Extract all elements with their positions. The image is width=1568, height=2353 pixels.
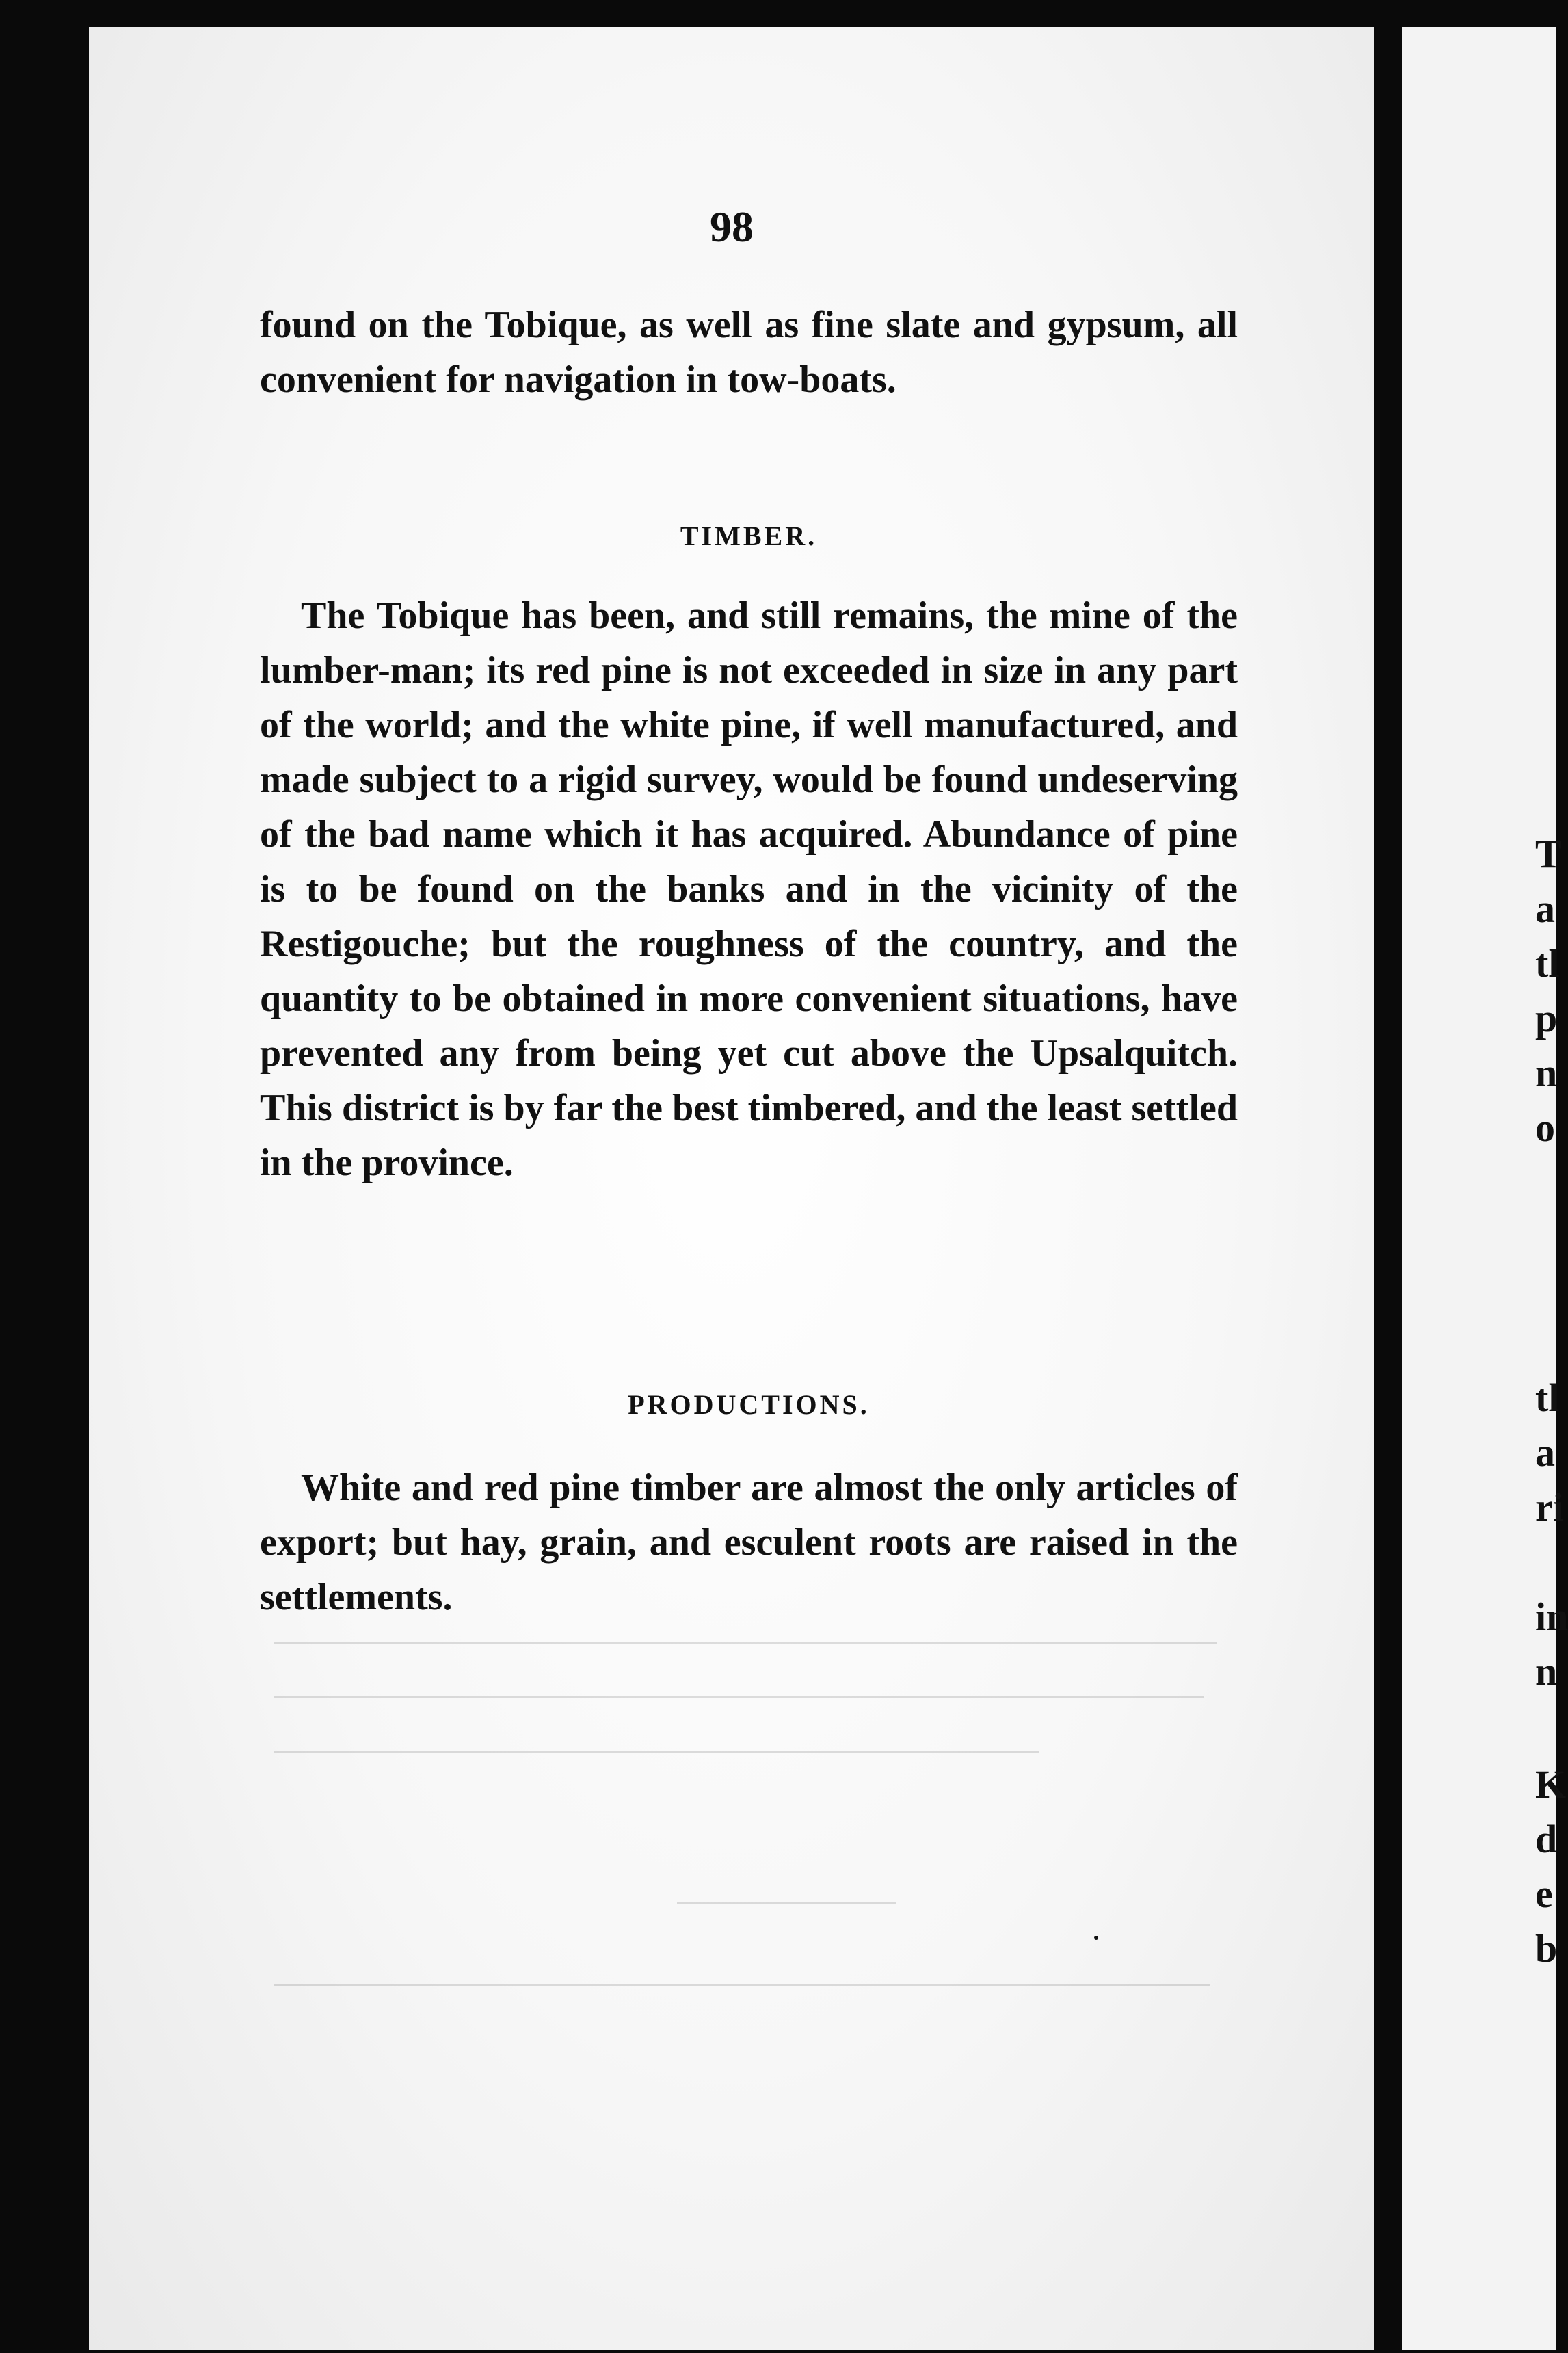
next-page-letter: a (1535, 886, 1555, 931)
heading-productions: PRODUCTIONS. (628, 1389, 870, 1420)
ink-speck (1094, 1936, 1098, 1940)
show-through-line (274, 1696, 1204, 1698)
heading-timber: TIMBER. (680, 521, 818, 551)
show-through-line (677, 1902, 896, 1904)
show-through-line (274, 1751, 1039, 1753)
next-page-letter: n (1535, 1649, 1558, 1694)
book-page (89, 27, 1374, 2350)
page-number: 98 (710, 202, 754, 251)
next-page-letter: tl (1535, 941, 1560, 986)
paragraph-timber: The Tobique has been, and still remains, the mine of the lumber-man; its red pine is not exceeded in size in any part of the world; and the white pine, if well manufactured, and made subject to a rigid survey, would be found undeserving of the bad name which it has acquired. Abundance of pine is to be found on the banks and in the vicinity of the Restigouche; but the roughness of the country, and the quantity to be obtained in more convenient situations, have prevented any from being yet cut above the Upsalquitch. This district is by far the best timbered, and the least settled in the province. (260, 594, 1238, 1184)
next-page-letter: n (1535, 1051, 1558, 1095)
next-page-letter: o (1535, 1105, 1555, 1150)
next-page-letter: ri (1535, 1485, 1564, 1529)
next-page-edge (1402, 27, 1556, 2350)
next-page-letter: T (1535, 832, 1562, 876)
next-page-letter: a (1535, 1430, 1555, 1475)
paragraph-productions: White and red pine timber are almost the only articles of export; but hay, grain, and esculent roots are raised in the settlements. (260, 1467, 1238, 1618)
next-page-letter: tl (1535, 1376, 1560, 1420)
next-page-letter: d (1535, 1817, 1558, 1861)
next-page-letter: p (1535, 996, 1558, 1040)
show-through-line (274, 1642, 1217, 1644)
next-page-letter: K (1535, 1762, 1567, 1806)
paragraph-intro-block (260, 298, 1238, 407)
show-through-line (274, 1984, 1210, 1986)
next-page-letter: e (1535, 1871, 1553, 1916)
paragraph-intro: found on the Tobique, as well as fine slate and gypsum, all convenient for navigation in tow-boats. (260, 304, 1238, 401)
paragraph-timber-block (260, 588, 1238, 1190)
paragraph-productions-block (260, 1460, 1238, 1625)
next-page-letter: b (1535, 1926, 1558, 1971)
next-page-letter: in (1535, 1594, 1568, 1639)
